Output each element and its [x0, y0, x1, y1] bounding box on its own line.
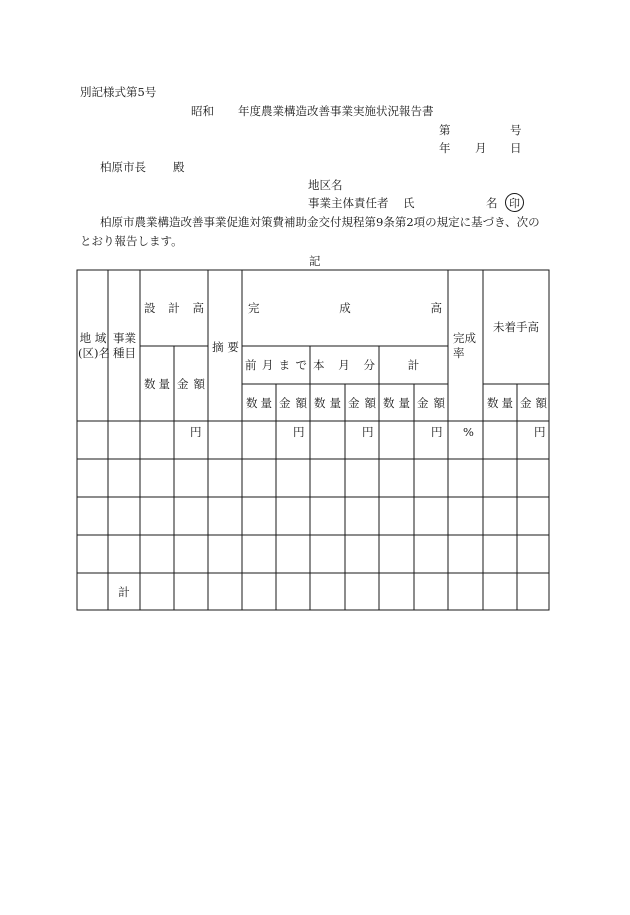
form-number: 別記様式第5号: [80, 85, 157, 99]
date-day: 日: [510, 141, 522, 155]
addressee-honorific: 殿: [173, 160, 185, 174]
header-prev-amount-ch2: 額: [295, 396, 307, 410]
header-completion-rate: [453, 331, 476, 361]
addressee-name: 柏原市長: [100, 160, 146, 174]
total-row-label: 計: [118, 585, 130, 599]
header-this-month: [313, 358, 375, 373]
header-unstarted-quantity-ch1: 数: [487, 396, 499, 410]
header-unstarted: 未着手高: [493, 320, 539, 334]
header-total-quantity: [383, 396, 410, 411]
header-prev-quantity-ch1: 数: [246, 396, 258, 410]
header-unstarted-amount: [520, 396, 547, 411]
header-total-amount-ch1: 金: [417, 396, 429, 410]
header-prev-month-ch4: で: [295, 358, 307, 372]
header-prev-quantity-ch2: 量: [260, 396, 272, 410]
header-this-month-ch3: 分: [363, 358, 375, 372]
unit-prev-yen: 円: [293, 425, 305, 439]
seal-stamp-text: 印: [509, 196, 520, 210]
header-unstarted-quantity-ch2: 量: [501, 396, 513, 410]
header-prev-month-ch1: 前: [245, 358, 257, 372]
header-unstarted-amount-ch1: 金: [520, 396, 532, 410]
header-design-amount-ch1: 金: [177, 377, 189, 391]
header-completion-rate-line1: 完成: [453, 331, 476, 345]
unit-unstarted-yen: 円: [534, 425, 546, 439]
header-completion: [248, 301, 442, 316]
header-unstarted-amount-ch2: 額: [535, 396, 547, 410]
responsible-label: 事業主体責任者: [308, 196, 389, 210]
header-design-ch2: 計: [168, 301, 180, 315]
header-design-quantity-ch1: 数: [144, 377, 156, 391]
header-design-amount: [177, 377, 205, 392]
header-this-quantity-ch1: 数: [314, 396, 326, 410]
header-total-quantity-ch1: 数: [383, 396, 395, 410]
header-design-quantity: [144, 377, 170, 392]
district-label: 地区名: [308, 178, 343, 192]
header-prev-month: [245, 358, 307, 373]
header-design-ch1: 設: [144, 301, 156, 315]
header-completion-ch3: 高: [430, 301, 442, 315]
header-region-line1: 地 域: [79, 331, 107, 345]
header-this-month-ch2: 月: [338, 358, 350, 372]
header-region-line2: (区)名: [78, 345, 110, 360]
header-summary: 摘 要: [212, 340, 239, 354]
body-text-line1: 柏原市農業構造改善事業促進対策費補助金交付規程第9条第2項の規定に基づき、次の: [100, 215, 540, 229]
header-region: [78, 331, 108, 361]
header-total: 計: [407, 358, 420, 372]
header-this-amount: [348, 396, 376, 411]
doc-number-suffix: 号: [510, 123, 522, 137]
header-project-type: [109, 331, 140, 361]
header-unstarted-quantity: [487, 396, 513, 411]
header-project-type-line2: 種目: [113, 345, 136, 360]
header-completion-ch1: 完: [248, 301, 260, 315]
header-prev-amount-ch1: 金: [279, 396, 291, 410]
header-design-ch3: 高: [192, 301, 204, 315]
date-month: 月: [475, 141, 487, 155]
header-completion-ch2: 成: [339, 301, 351, 315]
unit-percent: %: [463, 425, 474, 439]
header-this-amount-ch1: 金: [348, 396, 360, 410]
doc-number-prefix: 第: [439, 123, 451, 137]
header-design: [144, 301, 204, 316]
header-this-month-ch1: 本: [313, 358, 325, 372]
responsible-name-second: 名: [486, 196, 498, 210]
header-design-amount-ch2: 額: [193, 377, 205, 391]
header-this-quantity: [314, 396, 341, 411]
unit-design-yen: 円: [190, 425, 202, 439]
header-total-amount: [417, 396, 445, 411]
date-year: 年: [439, 141, 451, 155]
header-prev-amount: [279, 396, 307, 411]
unit-this-yen: 円: [362, 425, 374, 439]
header-design-quantity-ch2: 量: [158, 377, 170, 391]
header-prev-quantity: [246, 396, 272, 411]
title-era: 昭和: [191, 104, 214, 118]
page-title: 年度農業構造改善事業実施状況報告書: [238, 104, 434, 118]
header-total-quantity-ch2: 量: [398, 396, 410, 410]
responsible-name-first: 氏: [403, 196, 415, 210]
header-project-type-line1: 事業: [113, 331, 136, 345]
unit-total-yen: 円: [431, 425, 443, 439]
record-label: 記: [309, 254, 321, 268]
header-prev-month-ch2: 月: [261, 358, 274, 372]
header-completion-rate-line2: 率: [453, 345, 465, 360]
header-prev-month-ch3: ま: [278, 358, 291, 372]
header-this-quantity-ch2: 量: [329, 396, 341, 410]
body-text-line2: とおり報告します。: [80, 234, 183, 248]
header-total-amount-ch2: 額: [433, 396, 445, 410]
header-this-amount-ch2: 額: [364, 396, 376, 410]
